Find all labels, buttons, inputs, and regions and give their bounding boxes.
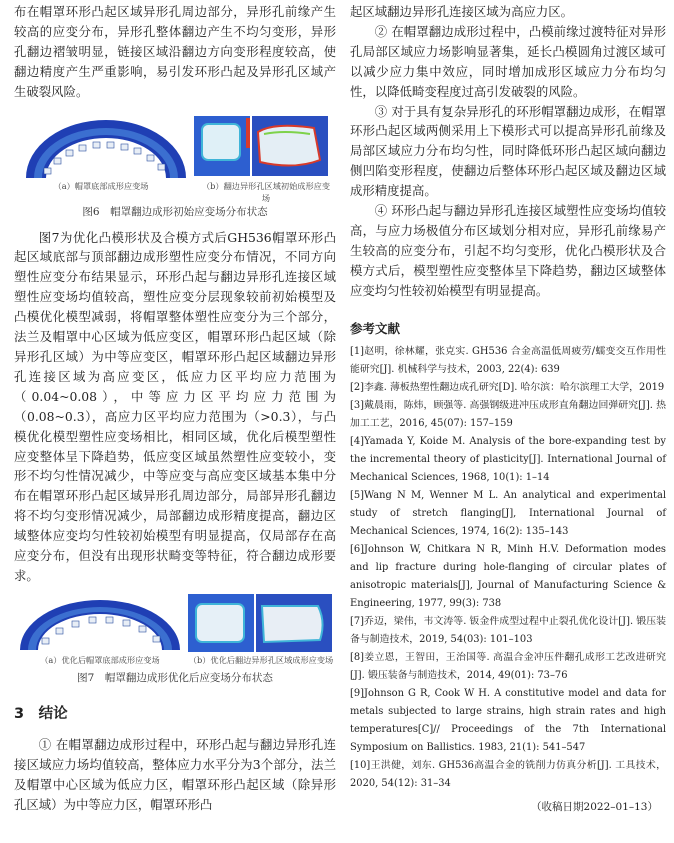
fig7-ring-image <box>20 600 180 650</box>
reference-item: [4]Yamada Y, Koide M. Analysis of the bore-expanding test by the incremental theory of plasticity[J]. International Journal of Mechanical Sciences, 1968, 10(1): 1–14 <box>350 435 666 483</box>
paragraph-left-top: 布在帽罩环形凸起区域异形孔周边部分，异形孔前缘产生较高的应变分布，异形孔整体翻边产生不均匀变形，异形孔翻边褶皱明显，链接区域沿翻边方向变形程度较高，使翻边精度产生严重影响，易引发环形凸起及异形孔区域产生破裂风险。 <box>14 4 336 99</box>
paragraph-right-2: ③ 对于具有复杂异形孔的环形帽罩翻边成形，在帽罩环形凸起区域两侧采用上下模形式可以提高异形孔前缘及局部区域应力分布均匀性，同时降低环形凸起区域向翻边侧凹陷变形程度，使翻边后整体环形凸起区域及翻边区域成形精度提高。 <box>350 103 666 199</box>
reference-item: [2]李鑫. 薄板热塑性翻边成孔研究[D]. 哈尔滨：哈尔滨理工大学，2019 <box>350 381 665 393</box>
section-heading: 3 结论 <box>14 705 68 722</box>
reference-item: [10]王洪健，刘东. GH536高温合金的铣削力仿真分析[J]. 工具技术，2020, 54(12): 31–34 <box>350 759 666 789</box>
paragraph-right-1: ② 在帽罩翻边成形过程中，凸模前缘过渡特征对异形孔局部区域应力场影响显著集，延长凸模圆角过渡区域可以减少应力集中效应，同时增加成形区域应力分布均匀性，以降低畸变程度过高引发破裂的风险。 <box>350 23 666 99</box>
reference-item: [3]戴晨雨，陈炜，顾强等. 高强钢级进冲压成形直角翻边回弹研究[J]. 热加工工艺，2016, 45(07): 157–159 <box>350 399 666 429</box>
figure-7 <box>14 592 336 682</box>
fig6-ring-image <box>26 120 186 178</box>
reference-item: [7]乔迈，梁伟，韦文涛等. 钣金件成型过程中止裂孔优化设计[J]. 锻压装备与制造技术，2019, 54(03): 101–103 <box>350 615 666 645</box>
fig6-caption: 图6 帽罩翻边成形初始应变场分布状态 <box>82 205 268 218</box>
paragraph-left-bottom: ① 在帽罩翻边成形过程中，环形凸起与翻边异形孔连接区域应力场均值较高，整体应力水平分为3个部分，法兰及帽罩中心区域为低应力区，帽罩环形凸起区域（除异形孔区域）为中等应力区，帽罩环形凸 <box>14 736 336 812</box>
reference-item: [5]Wang N M, Wenner M L. An analytical and experimental study of stretch flanging[J], International Journal of Mechanical Sciences, 1974, 16(2): 135–143 <box>350 489 666 537</box>
received-date: （收稿日期2022–01–13） <box>531 800 658 813</box>
paragraph-right-0: 起区域翻边异形孔连接区域为高应力区。 <box>350 4 574 19</box>
references-title: 参考文献 <box>350 320 401 336</box>
paragraph-right-3: ④ 环形凸起与翻边异形孔连接区域塑性应变场均值较高，与应力场极值分布区域划分相对应，异形孔前缘易产生较高的应变分布，引起不均匀变形，优化凸模形状及合模方式后，模型塑性应变整体呈下降趋势，翻边区域整体应变均匀性较初始模型有明显提高。 <box>350 203 666 298</box>
fig6-subcaption-a: （a）帽罩底部成形应变场 <box>53 180 149 191</box>
figure-6 <box>14 110 336 220</box>
reference-item: [1]赵明，徐林耀，张克实. GH536 合金高温低周疲劳/蠕变交互作用性能研究[J]. 机械科学与技术，2003, 22(4): 639 <box>350 345 666 375</box>
fig7-hole-image <box>188 594 332 652</box>
reference-item: [8]姜立恩，王智田，王治国等. 高温合金冲压件翻孔成形工艺改进研究[J]. 锻压装备与制造技术，2014, 49(01): 73–76 <box>350 651 666 681</box>
fig7-caption: 图7 帽罩翻边成形优化后应变场分布状态 <box>77 671 273 684</box>
fig6-hole-image <box>194 116 328 176</box>
figure-7-images <box>14 592 336 654</box>
reference-item: [6]Johnson W, Chitkara N R, Minh H.V. Deformation modes and lip fracture during hole-flanging of circular plates of anisotropic materials[J], Journal of Manufacturing Science & Engineering, 1977, 99(3): 738 <box>350 543 666 609</box>
paragraph-left-mid: 图7为优化凸模形状及合模方式后GH536帽罩环形凸起区域底部与顶部翻边成形塑性应变分布情况，不同方向塑性应变分布结果显示，环形凸起与翻边异形孔连接区域塑性应变场均值较高，塑性应变分层现象较前初始模型及凸模优化模型减弱，将帽罩整体塑性应变分为三个部分，法兰及帽罩中心区域为低应变区，帽罩环形凸起区域（除异形孔区域）为中等应变区，帽罩环形凸起区域翻边异形孔连接区域为高应变区，低应力区平均应力范围为（0.04~0.08），中等应力区平均应力范围为（0.08~0.3），高应力区平均应力范围为（>0.3），与凸模优化模型塑性应变场相比，相同区域，优化后模型塑性应变整体呈下降趋势，低应变区域虽然塑性应变较小，变形不均匀性情况减少，中等应变与高应变区域基本集中分布在帽罩环形凸起区域异形孔周边部分，局部异形孔翻边将不均匀变形情况减少，局部翻边成形精度提高，翻边区域整体应变均匀性较初始模型有明显提高，仅局部存在高应变分布，但没有出现形状畸变等特征，符合翻边成形要求。 <box>14 229 336 583</box>
fig7-subcaption-b: （b）优化后翻边异形孔区域成形应变场 <box>188 654 334 665</box>
references-list <box>350 343 666 793</box>
left-column <box>14 0 336 814</box>
reference-item: [9]Johnson G R, Cook W H. A constitutive model and data for metals subjected to large strains, high strain rates and high temperatures[C]// Proceedings of the 7th International Symposium on Ballistics. 1983, 21(1): 541–547 <box>350 687 666 753</box>
right-column <box>350 0 666 814</box>
fig6-subcaption-b: （b）翻边异形孔区域初始成形应变场 <box>201 180 331 203</box>
fig7-subcaption-a: （a）优化后帽罩底部成形应变场 <box>40 654 160 665</box>
